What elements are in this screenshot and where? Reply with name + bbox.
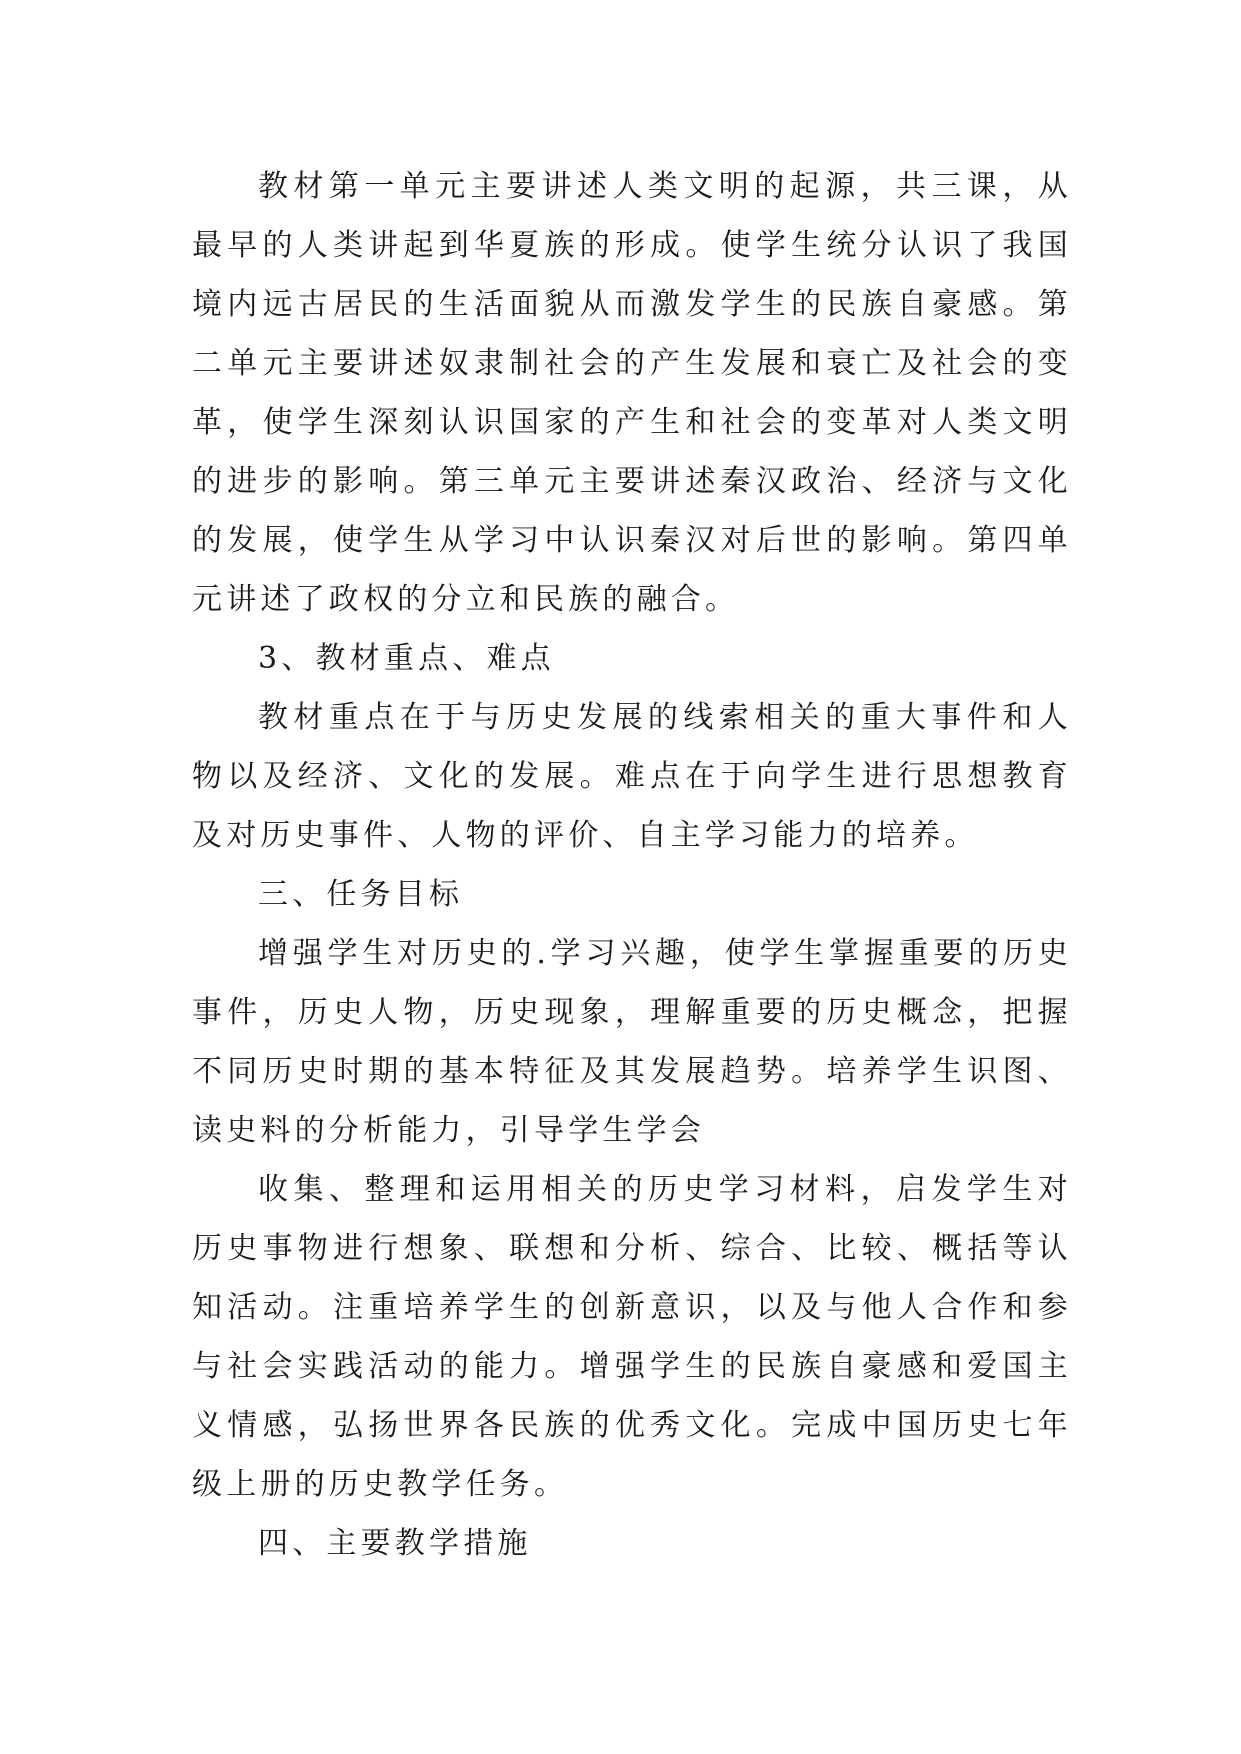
heading-task-goals: 三、任务目标: [258, 877, 464, 912]
heading-teaching-measures: 四、主要教学措施: [258, 1526, 532, 1561]
document-body: [192, 157, 1072, 1573]
paragraph-key-points: 教材重点在于与历史发展的线索相关的重大事件和人物以及经济、文化的发展。难点在于向学生进行思想教育及对历史事件、人物的评价、自主学习能力的培养。: [192, 700, 1072, 853]
heading-key-difficult-points: 3、教材重点、难点: [258, 641, 555, 676]
paragraph-unit-overview: 教材第一单元主要讲述人类文明的起源，共三课，从最早的人类讲起到华夏族的形成。使学生统分认识了我国境内远古居民的生活面貌从而激发学生的民族自豪感。第二单元主要讲述奴隶制社会的产生发展和衰亡及社会的变革，使学生深刻认识国家的产生和社会的变革对人类文明的进步的影响。第三单元主要讲述秦汉政治、经济与文化的发展，使学生从学习中认识秦汉对后世的影响。第四单元讲述了政权的分立和民族的融合。: [192, 169, 1072, 617]
paragraph-task-goals: 增强学生对历史的.学习兴趣，使学生掌握重要的历史事件，历史人物，历史现象，理解重要的历史概念，把握不同历史时期的基本特征及其发展趋势。培养学生识图、读史料的分析能力，引导学生学会: [192, 936, 1072, 1148]
paragraph-task-goals-continued: 收集、整理和运用相关的历史学习材料，启发学生对历史事物进行想象、联想和分析、综合、比较、概括等认知活动。注重培养学生的创新意识，以及与他人合作和参与社会实践活动的能力。增强学生的民族自豪感和爱国主义情感，弘扬世界各民族的优秀文化。完成中国历史七年级上册的历史教学任务。: [192, 1172, 1072, 1502]
